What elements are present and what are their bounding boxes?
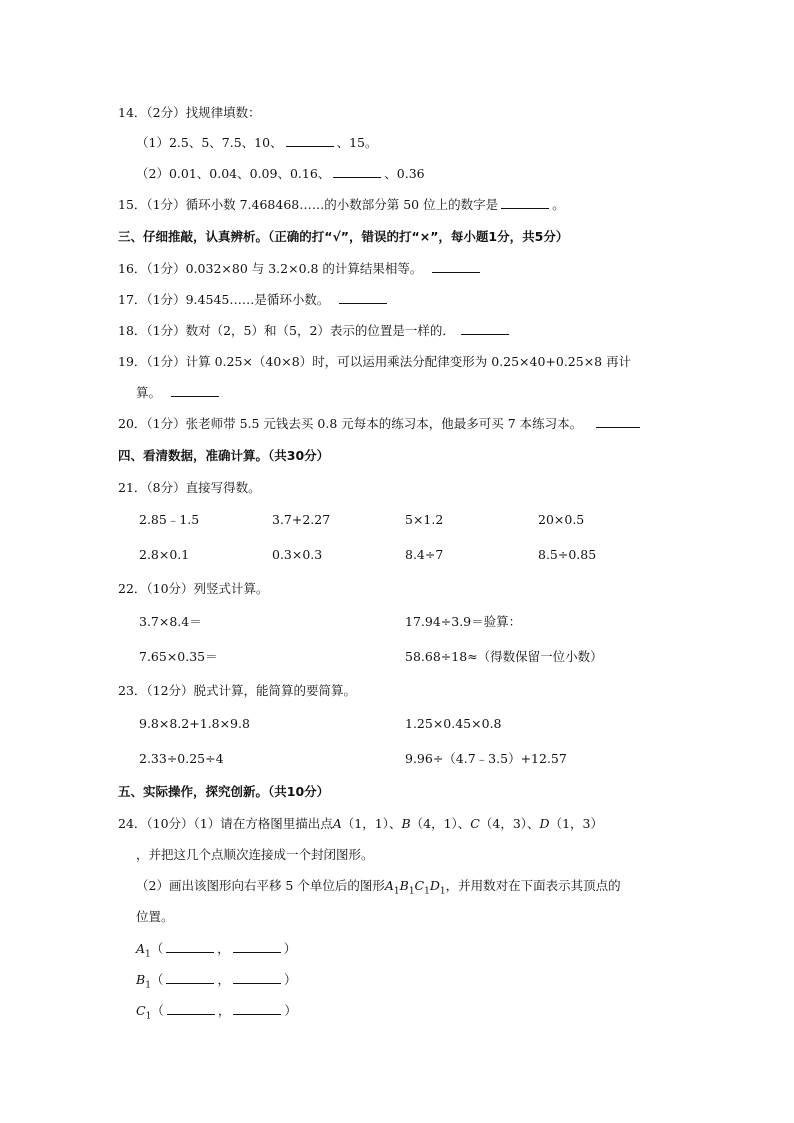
figure-label-d1: D [429, 878, 440, 893]
q22-item: 7.65×0.35＝ [139, 649, 218, 664]
answer-row-b1 [136, 971, 296, 995]
paren-open: （ [150, 941, 164, 956]
section-3-heading: 三、仔细推敲，认真辨析。（正确的打“√”，错误的打“×”，每小题1分，共5分） [118, 229, 569, 244]
q24-line4: 位置。 [136, 909, 174, 924]
subscript: 1 [439, 886, 446, 897]
q24-line3 [136, 877, 621, 901]
q23-item: 2.33÷0.25÷4 [139, 751, 224, 766]
section-5-heading: 五、实际操作，探究创新。（共10分） [118, 784, 330, 799]
answer-blank[interactable] [233, 1002, 281, 1015]
answer-blank[interactable] [233, 940, 281, 953]
vertex-label: A [136, 941, 146, 956]
q21-item: 2.8×0.1 [139, 547, 190, 562]
q22-item: 58.68÷18≈（得数保留一位小数） [405, 649, 603, 664]
q14-part2-seq: （2）0.01、0.04、0.09、0.16、 [136, 166, 331, 181]
subscript: 1 [408, 886, 415, 897]
q24-prefix: 24．（10分）（1）请在方格图里描出点 [118, 816, 333, 831]
point-c-coord: （4，3）、 [479, 816, 540, 831]
answer-blank[interactable] [166, 940, 214, 953]
q23-item: 1.25×0.45×0.8 [405, 716, 502, 731]
q17-text: 17．（1分）9.4545……是循环小数。 [118, 292, 330, 307]
q22-item: 17.94÷3.9＝验算： [405, 614, 522, 629]
answer-blank[interactable] [461, 322, 509, 335]
answer-blank[interactable] [432, 260, 480, 273]
q18 [118, 322, 512, 340]
figure-label-a1: A [384, 878, 394, 893]
q21-item: 8.5÷0.85 [538, 547, 597, 562]
point-a-label: A [332, 816, 342, 831]
q17 [118, 291, 390, 309]
q24-line2: ，并把这几个点顺次连接成一个封闭图形。 [136, 847, 374, 862]
vertex-label: B [136, 972, 146, 987]
point-d-coord: （1，3） [549, 816, 603, 831]
q16 [118, 260, 483, 278]
q21-stem: 21．（8分）直接写得数。 [118, 480, 261, 495]
q20-text: 20．（1分）张老师带 5.5 元钱去买 0.8 元每本的练习本，他最多可买 7 本练习本。 [118, 416, 583, 431]
answer-blank[interactable] [286, 134, 334, 147]
figure-label-c1: C [414, 878, 425, 893]
figure-label-b1: B [399, 878, 409, 893]
comma: ， [217, 941, 230, 956]
paren-close: ） [284, 1003, 297, 1018]
paren-close: ） [283, 972, 297, 987]
answer-row-a1 [136, 940, 296, 964]
subscript: 1 [424, 886, 430, 897]
q15-tail: 。 [552, 197, 565, 212]
q21-item: 0.3×0.3 [272, 547, 323, 562]
q24-part2-suffix: ，并用数对在下面表示其顶点的 [445, 878, 621, 893]
subscript: 1 [145, 980, 151, 991]
comma: ， [217, 972, 230, 987]
q21-item: 5×1.2 [405, 512, 444, 527]
point-b-coord: （4，1）、 [410, 816, 471, 831]
q16-text: 16．（1分）0.032×80 与 3.2×0.8 的计算结果相等。 [118, 261, 423, 276]
q20 [118, 415, 643, 433]
q14-stem: 14．（2分）找规律填数： [118, 105, 261, 120]
answer-blank[interactable] [501, 196, 549, 209]
q22-stem: 22．（10分）列竖式计算。 [118, 581, 269, 596]
point-c-label: C [470, 816, 480, 831]
section-4-heading: 四、看清数据，准确计算。（共30分） [118, 448, 330, 463]
answer-blank[interactable] [171, 384, 219, 397]
paren-open: （ [150, 972, 164, 987]
q19-tail: 算。 [136, 385, 162, 400]
subscript: 1 [145, 949, 151, 960]
q21-item: 3.7+2.27 [272, 512, 331, 527]
q19-line2 [136, 384, 222, 402]
q15-text: 15．（1分）循环小数 7.468468……的小数部分第 50 位上的数字是 [118, 197, 499, 212]
q14-part1-seq: （1）2.5、5、7.5、10、 [136, 135, 283, 150]
comma: ， [217, 1003, 231, 1018]
subscript: 1 [145, 1011, 152, 1022]
q21-item: 2.85﹣1.5 [139, 512, 200, 527]
answer-blank[interactable] [166, 971, 214, 984]
answer-blank[interactable] [339, 291, 387, 304]
answer-row-c1 [136, 1002, 297, 1026]
q23-item: 9.8×8.2+1.8×9.8 [139, 716, 250, 731]
q18-text: 18．（1分）数对（2，5）和（5，2）表示的位置是一样的． [118, 323, 455, 338]
q22-item: 3.7×8.4＝ [139, 614, 202, 629]
subscript: 1 [393, 886, 400, 897]
paren-close: ） [283, 941, 297, 956]
point-d-label: D [539, 816, 550, 831]
answer-blank[interactable] [233, 971, 281, 984]
answer-blank[interactable] [167, 1002, 215, 1015]
paren-open: （ [151, 1003, 164, 1018]
q14-part1-tail: 、15。 [336, 135, 378, 150]
q19-line1: 19．（1分）计算 0.25×（40×8）时，可以运用乘法分配律变形为 0.25×40+0.25×8 再计 [118, 354, 632, 369]
point-b-label: B [401, 816, 411, 831]
q14-part2-tail: 、0.36 [384, 166, 425, 181]
q24-line1 [118, 815, 603, 833]
q23-item: 9.96÷（4.7﹣3.5）+12.57 [405, 751, 567, 766]
q21-item: 8.4÷7 [405, 547, 444, 562]
q24-part2-prefix: （2）画出该图形向右平移 5 个单位后的图形 [136, 878, 385, 893]
q14-part1 [136, 134, 377, 152]
answer-blank[interactable] [333, 165, 381, 178]
answer-blank[interactable] [596, 415, 640, 428]
q14-part2 [136, 165, 425, 183]
q21-item: 20×0.5 [538, 512, 585, 527]
q23-stem: 23．（12分）脱式计算，能简算的要简算。 [118, 683, 357, 698]
vertex-label: C [136, 1003, 146, 1018]
q15 [118, 196, 565, 214]
point-a-coord: （1，1）、 [341, 816, 402, 831]
